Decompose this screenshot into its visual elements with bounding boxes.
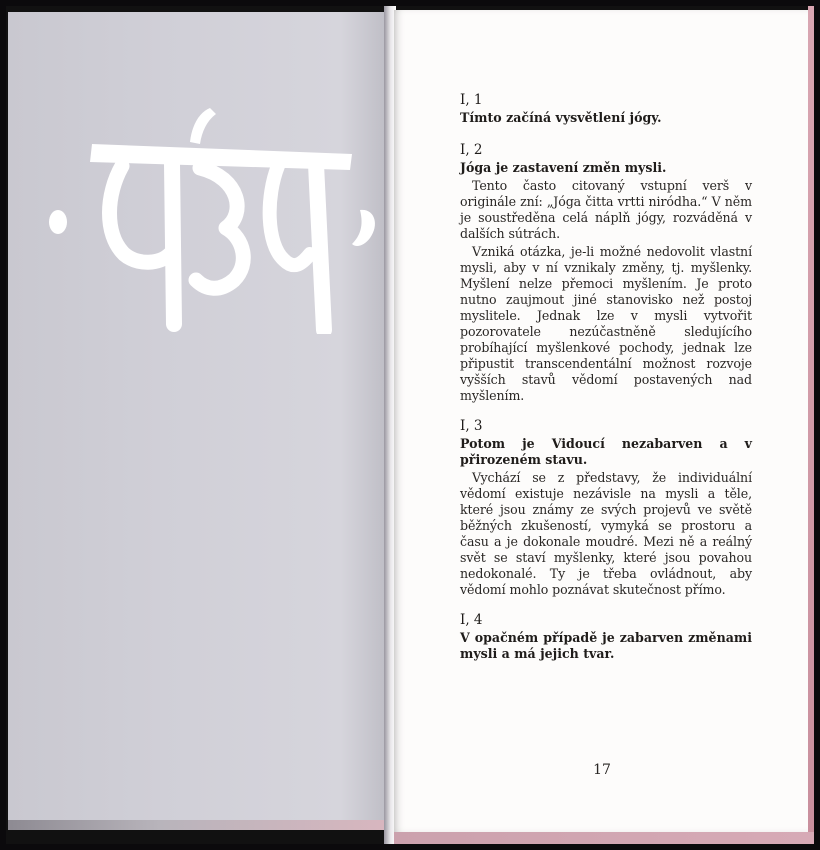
sutra-number: I, 3 [460,418,483,434]
page-number: 17 [593,762,611,778]
sutra-4 [460,612,752,662]
sutra-1 [460,92,752,126]
sutra-3 [460,418,752,598]
right-page [394,10,810,832]
book-cover-bottom-edge [394,832,814,844]
page-edge-strip [8,820,386,830]
commentary-paragraph: Vychází se z představy, že individuální vědomí existuje nezávisle na mysli a těle, které jsou známy ze svých projevů ve světě běžných zkušeností, vymyká se prostoru a času a je dokonale moudré. Mezi ně a reálný svět se staví myšlenky, které jsou povahou nedokonalé. Ty je třeba ovládnout, aby vědomí mohlo poznávat skutečnost přímo. [460,470,752,597]
sutra-verse: Potom je Vidoucí nezabarven a v přirozeném stavu. [460,436,752,467]
sutra-verse: Tímto začíná vysvětlení jógy. [460,110,662,125]
sutra-text-block [460,92,752,670]
yoga-devanagari-logo [40,104,380,334]
commentary-paragraph: Vzniká otázka, je-li možné nedovolit vlastní mysli, aby v ní vznikaly změny, tj. myšlenky. Myšlení nelze přemoci myšlením. Je proto nutno zaujmout jiné stanovisko než postoj myslitele. Jednak lze v mysli vytvořit pozorovatele nezúčastněně sledujícího probíhající myšlenkové pochody, jednak lze připustit transcendentální možnost rozvoje vyšších stavů vědomí postavených nad myšlením. [460,244,752,403]
sutra-number: I, 2 [460,142,483,158]
sutra-number: I, 4 [460,612,483,628]
sutra-number: I, 1 [460,92,483,108]
sutra-2 [460,142,752,404]
left-page [8,12,386,830]
sutra-verse: Jóga je zastavení změn mysli. [460,160,667,175]
book-cover-edge [808,6,814,844]
sutra-verse: V opačném případě je zabarven změnami mysli a má jejich tvar. [460,630,752,661]
commentary-paragraph: Tento často citovaný vstupní verš v originále zní: „Jóga čitta vrtti niródha.“ V něm je soustředěna celá náplň jógy, rozváděná v dalších sútrách. [460,178,752,241]
book-spread [6,6,814,844]
